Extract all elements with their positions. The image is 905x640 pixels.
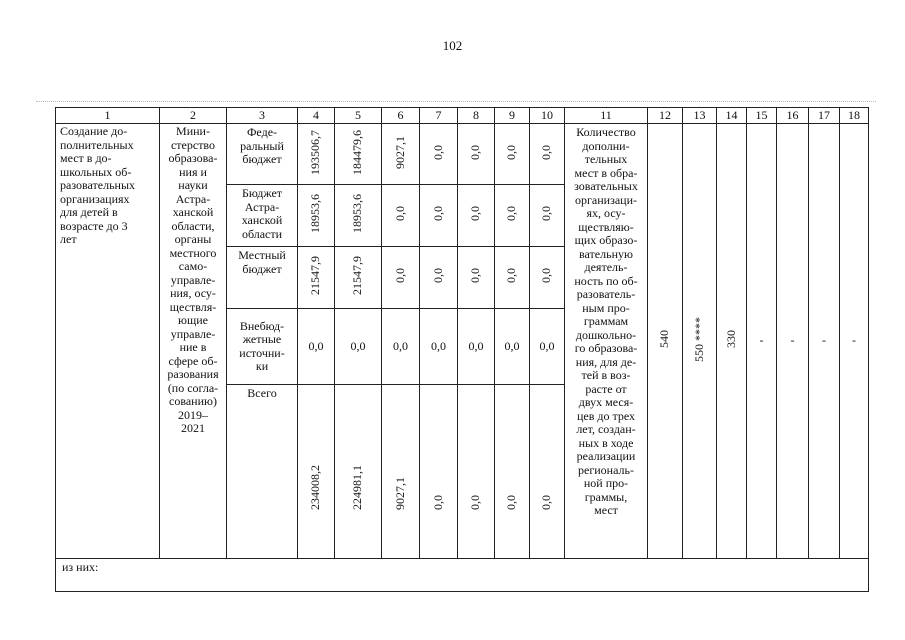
amount-value: 0,0	[504, 144, 519, 160]
amount-value: 9027,1	[392, 476, 407, 510]
amount-value: 0,0	[430, 268, 445, 284]
funding-source	[227, 124, 298, 185]
indicator-value-col12	[648, 124, 683, 559]
amount-value: 0,0	[504, 206, 519, 222]
amount-cell	[420, 124, 458, 185]
amount-value: 193506,7	[308, 129, 323, 175]
column-header: 16	[777, 108, 809, 124]
amount-value: 0,0	[504, 338, 520, 353]
indicator-text: Количество дополни- тельных мест в обра- зовательных организаци- ях, осу- ществляю- щих образо- вательную деятель- ность по об- разователь- ным про- граммам дошкольно- го образова- ния, для де- тей в воз- расте от двух меся- цев до трех лет, создан- ных в ходе реализации региональ- ной про- граммы, мест	[574, 125, 638, 517]
amount-value: 0,0	[504, 268, 519, 284]
amount-cell	[458, 385, 495, 559]
indicator-value: -	[759, 333, 764, 348]
amount-value: 0,0	[431, 338, 446, 353]
amount-cell	[420, 247, 458, 309]
indicator-value-col13	[683, 124, 717, 559]
indicator-value: -	[852, 333, 856, 348]
amount-cell	[298, 124, 335, 185]
amount-value: 224981,1	[350, 464, 365, 510]
amount-cell	[495, 385, 530, 559]
amount-cell	[530, 309, 565, 385]
indicator-value-col15	[747, 124, 777, 559]
amount-value: 9027,1	[392, 135, 407, 169]
column-header: 2	[160, 108, 227, 124]
measure-name	[56, 124, 160, 559]
column-header: 3	[227, 108, 298, 124]
amount-value: 0,0	[468, 494, 483, 510]
amount-value: 0,0	[504, 494, 519, 510]
column-header: 6	[382, 108, 420, 124]
amount-value: 0,0	[468, 338, 484, 353]
amount-value: 0,0	[468, 206, 483, 222]
amount-cell	[458, 247, 495, 309]
executor-text: Мини- стерство образова- ния и науки Астра- ханской области, органы местного само- управле- ния, осу- ществля- ющие управле- ние в сфере об- разования (по согла- сованию) 2019– 2021	[167, 124, 219, 435]
indicator-value-col17	[809, 124, 840, 559]
amount-cell	[335, 185, 382, 247]
column-header: 12	[648, 108, 683, 124]
indicator-value: 330	[723, 330, 738, 349]
amount-cell	[382, 309, 420, 385]
amount-cell	[335, 309, 382, 385]
indicator-value: 550 ****	[691, 316, 706, 362]
amount-value: 0,0	[430, 144, 445, 160]
amount-value: 0,0	[539, 494, 554, 510]
amount-cell	[382, 185, 420, 247]
amount-value: 0,0	[392, 268, 407, 284]
funding-source-label: Внебюд- жетные источни- ки	[239, 318, 285, 373]
amount-value: 234008,2	[308, 464, 323, 510]
amount-cell	[298, 309, 335, 385]
amount-cell	[335, 247, 382, 309]
funding-source-label: Всего	[247, 386, 277, 400]
amount-value: 0,0	[539, 268, 554, 284]
indicator-value-col14	[717, 124, 747, 559]
column-header: 5	[335, 108, 382, 124]
amount-value: 0,0	[392, 206, 407, 222]
column-header: 1	[56, 108, 160, 124]
column-header: 11	[565, 108, 648, 124]
amount-cell	[495, 124, 530, 185]
page-number: 102	[442, 38, 463, 53]
amount-cell	[530, 385, 565, 559]
amount-value: 0,0	[308, 338, 324, 353]
indicator-value-col16	[777, 124, 809, 559]
amount-value: 0,0	[350, 338, 366, 353]
indicator-value: 540	[657, 330, 672, 349]
amount-cell	[298, 185, 335, 247]
amount-value: 0,0	[393, 338, 408, 353]
amount-cell	[495, 309, 530, 385]
amount-cell	[495, 247, 530, 309]
amount-value: 0,0	[539, 206, 554, 222]
amount-cell	[420, 185, 458, 247]
subheading-cell	[56, 559, 869, 592]
column-header: 7	[420, 108, 458, 124]
amount-cell	[420, 309, 458, 385]
indicator-name	[565, 124, 648, 559]
column-header: 14	[717, 108, 747, 124]
funding-source	[227, 247, 298, 309]
amount-value: 184479,6	[350, 129, 365, 175]
amount-cell	[335, 385, 382, 559]
amount-value: 21547,9	[308, 256, 323, 296]
amount-value: 0,0	[430, 494, 445, 510]
amount-cell	[420, 385, 458, 559]
amount-value: 0,0	[539, 144, 554, 160]
column-header: 4	[298, 108, 335, 124]
amount-value: 0,0	[430, 206, 445, 222]
funding-source-label: Бюджет Астра- ханской области	[241, 186, 283, 241]
source-row-federal	[56, 124, 869, 185]
column-header: 13	[683, 108, 717, 124]
amount-cell	[530, 124, 565, 185]
column-header: 15	[747, 108, 777, 124]
amount-value: 21547,9	[350, 256, 365, 296]
amount-cell	[530, 185, 565, 247]
amount-value: 0,0	[468, 144, 483, 160]
funding-source-label: Феде- ральный бюджет	[240, 125, 284, 166]
amount-value: 18953,6	[308, 194, 323, 234]
header-row	[56, 108, 869, 124]
funding-source	[227, 185, 298, 247]
amount-cell	[458, 309, 495, 385]
amount-cell	[495, 185, 530, 247]
column-header: 17	[809, 108, 840, 124]
amount-cell	[458, 185, 495, 247]
amount-cell	[298, 247, 335, 309]
subheading-text: из них:	[62, 560, 99, 574]
amount-cell	[298, 385, 335, 559]
amount-value: 18953,6	[350, 194, 365, 234]
amount-value: 0,0	[468, 268, 483, 284]
column-header: 8	[458, 108, 495, 124]
executor	[160, 124, 227, 559]
indicator-value-col18	[840, 124, 869, 559]
indicator-value: -	[822, 333, 826, 348]
amount-cell	[530, 247, 565, 309]
column-header: 10	[530, 108, 565, 124]
dotted-rule	[36, 101, 876, 102]
column-header: 18	[840, 108, 869, 124]
amount-cell	[382, 247, 420, 309]
program-table	[55, 107, 869, 592]
indicator-value: -	[790, 333, 795, 348]
subheading-row	[56, 559, 869, 592]
amount-cell	[458, 124, 495, 185]
funding-source-label: Местный бюджет	[238, 248, 286, 276]
amount-cell	[382, 124, 420, 185]
column-header: 9	[495, 108, 530, 124]
measure-name-text: Создание до- полнительных мест в до- школьных об- разовательных организациях для детей в возрасте до 3 лет	[60, 124, 136, 246]
amount-cell	[382, 385, 420, 559]
funding-source	[227, 385, 298, 559]
funding-source	[227, 309, 298, 385]
amount-cell	[335, 124, 382, 185]
amount-value: 0,0	[539, 338, 555, 353]
